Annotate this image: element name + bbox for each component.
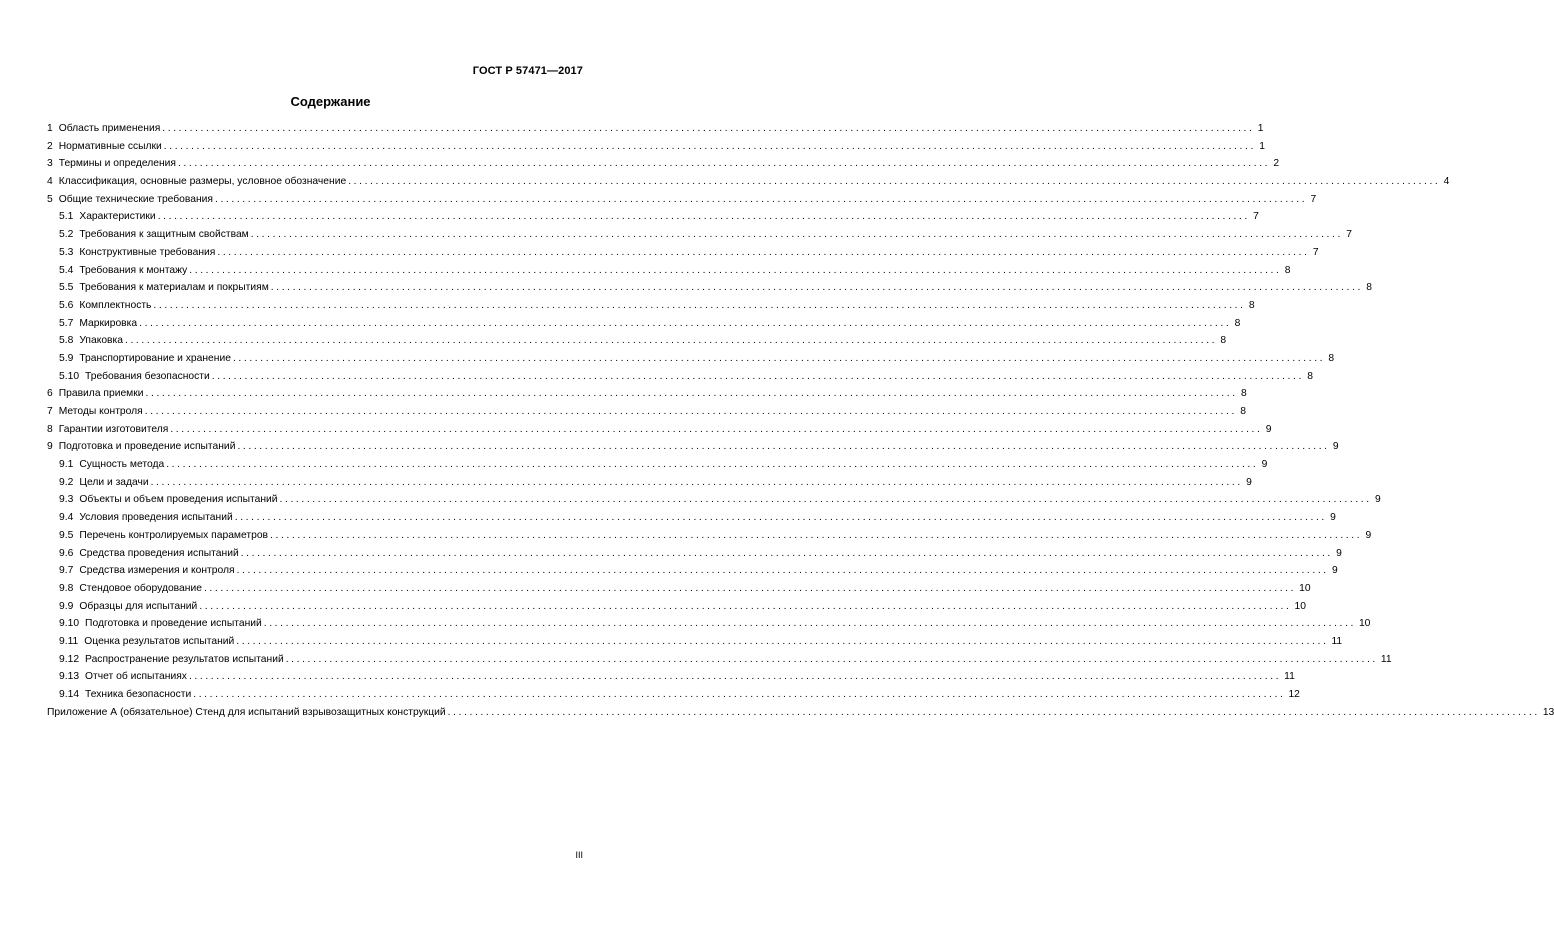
toc-entry-title: Сущность метода <box>79 459 165 471</box>
toc-entry-page: 7 <box>1312 246 1319 258</box>
dot-leader: ........................................................................................................................................................................................................ <box>157 211 1250 223</box>
toc-entry[interactable] <box>47 208 1259 226</box>
toc-entry-title: Методы контроля <box>58 406 143 417</box>
toc-entry-page: 9 <box>1365 529 1372 541</box>
toc-entry-number: 9.14 <box>59 689 80 700</box>
toc-entry-page: 1 <box>1259 140 1265 152</box>
toc-entry[interactable] <box>47 262 1291 280</box>
toc-entry-title: Упаковка <box>79 335 123 347</box>
dot-leader: ........................................................................................................................................................................................................ <box>144 406 1237 417</box>
dot-leader: ........................................................................................................................................................................................................ <box>234 512 1327 524</box>
toc-entry[interactable] <box>47 651 1392 669</box>
toc-entry[interactable] <box>47 545 1342 563</box>
dot-leader: ........................................................................................................................................................................................................ <box>232 352 1326 364</box>
toc-entry-page: 11 <box>1331 635 1343 647</box>
toc-entry-page: 7 <box>1310 193 1317 205</box>
toc-entry-number: 5.7 <box>59 317 74 329</box>
toc-entry[interactable] <box>47 226 1352 244</box>
dot-leader: ........................................................................................................................................................................................................ <box>166 459 1259 471</box>
toc-entry-title: Образцы для испытаний <box>79 600 198 612</box>
toc-entry-number: 3 <box>47 158 53 170</box>
dot-leader: ........................................................................................................................................................................................................ <box>150 476 1243 488</box>
toc-entry-title: Нормативные ссылки <box>58 140 162 152</box>
toc-entry-page: 9 <box>1374 494 1381 506</box>
toc-entry[interactable] <box>47 138 1265 156</box>
toc-entry-number: 9.6 <box>59 547 74 559</box>
toc-entry[interactable] <box>47 527 1372 545</box>
toc-entry-title: Маркировка <box>79 317 138 329</box>
dot-leader: ........................................................................................................................................................................................................ <box>189 264 1282 276</box>
toc-entry[interactable] <box>47 580 1311 598</box>
dot-leader: ........................................................................................................................................................................................................ <box>285 653 1378 665</box>
dot-leader: ........................................................................................................................................................................................................ <box>236 635 1329 647</box>
dot-leader: ........................................................................................................................................................................................................ <box>145 388 1238 400</box>
toc-entry-title: Требования к материалам и покрытиям <box>79 282 269 294</box>
toc-entry-number: 5.4 <box>59 264 74 276</box>
toc-entry-page: 8 <box>1240 388 1247 400</box>
toc-entry-page: 7 <box>1346 229 1352 241</box>
toc-entry-number: 5.1 <box>59 211 74 223</box>
toc-entry[interactable] <box>47 633 1343 651</box>
dot-leader: ........................................................................................................................................................................................................ <box>217 246 1310 258</box>
toc-list <box>47 120 1554 721</box>
toc-entry-number: 7 <box>47 406 53 417</box>
toc-entry-number: 9.4 <box>59 512 74 524</box>
toc-entry-number: 9.1 <box>59 459 74 471</box>
toc-entry-title: Стендовое оборудование <box>79 582 202 594</box>
toc-entry[interactable] <box>47 155 1280 173</box>
toc-entry-page: 10 <box>1358 618 1371 630</box>
toc-entry-number: 9.9 <box>59 600 74 612</box>
toc-entry[interactable] <box>47 120 1264 138</box>
toc-entry[interactable] <box>47 438 1339 456</box>
toc-entry-title: Средства проведения испытаний <box>79 547 239 559</box>
toc-entry-number: 5.8 <box>59 335 74 347</box>
toc-entry[interactable] <box>47 491 1381 509</box>
toc-entry[interactable] <box>47 244 1319 262</box>
toc-entry-title: Транспортирование и хранение <box>79 352 231 364</box>
toc-entry[interactable] <box>47 421 1272 439</box>
toc-entry[interactable] <box>47 562 1338 580</box>
toc-entry-page: 8 <box>1307 370 1313 382</box>
dot-leader: ........................................................................................................................................................................................................ <box>162 123 1255 134</box>
toc-entry-number: 9.13 <box>59 671 80 683</box>
toc-entry-title: Приложение А (обязательное) Стенд для испытаний взрывозащитных конструкций <box>47 706 446 718</box>
dot-leader: ........................................................................................................................................................................................................ <box>124 335 1218 347</box>
dot-leader: ........................................................................................................................................................................................................ <box>163 140 1256 152</box>
toc-entry-number: 9 <box>47 441 53 453</box>
toc-entry-number: 8 <box>47 423 53 435</box>
dot-leader: ........................................................................................................................................................................................................ <box>348 176 1441 188</box>
toc-entry-title: Распространение результатов испытаний <box>85 653 284 665</box>
toc-entry-page: 9 <box>1332 441 1339 453</box>
toc-entry-title: Требования безопасности <box>85 370 210 382</box>
toc-entry-page: 8 <box>1284 264 1291 276</box>
toc-entry-number: 5.9 <box>59 352 74 364</box>
toc-entry-page: 9 <box>1246 476 1252 488</box>
toc-entry-number: 4 <box>47 176 53 188</box>
toc-entry-page: 4 <box>1443 176 1450 188</box>
toc-entry-number: 9.8 <box>59 582 74 594</box>
toc-entry[interactable] <box>47 350 1335 368</box>
toc-entry-title: Общие технические требования <box>58 193 213 205</box>
dot-leader: ........................................................................................................................................................................................................ <box>170 423 1263 435</box>
toc-entry-number: 9.7 <box>59 565 74 577</box>
toc-entry-title: Характеристики <box>79 211 156 223</box>
dot-leader: ........................................................................................................................................................................................................ <box>236 565 1329 577</box>
toc-entry[interactable] <box>47 668 1295 686</box>
toc-entry-page: 13 <box>1542 706 1554 718</box>
toc-entry-page: 1 <box>1257 123 1264 134</box>
toc-entry-number: 9.11 <box>59 635 79 647</box>
toc-entry-page: 8 <box>1366 282 1372 294</box>
toc-entry-title: Условия проведения испытаний <box>79 512 233 524</box>
toc-entry-page: 10 <box>1299 582 1311 594</box>
toc-entry-number: 5.10 <box>59 370 80 382</box>
dot-leader: ........................................................................................................................................................................................................ <box>270 529 1363 541</box>
dot-leader: ........................................................................................................................................................................................................ <box>215 193 1308 205</box>
toc-entry-page: 9 <box>1336 547 1342 559</box>
dot-leader: ........................................................................................................................................................................................................ <box>211 370 1304 382</box>
toc-entry-page: 8 <box>1328 352 1335 364</box>
toc-entry-title: Средства измерения и контроля <box>79 565 235 577</box>
dot-leader: ........................................................................................................................................................................................................ <box>139 317 1232 329</box>
toc-entry-title: Подготовка и проведение испытаний <box>58 441 236 453</box>
toc-entry-title: Отчет об испытаниях <box>85 671 187 683</box>
toc-entry-number: 9.10 <box>59 618 80 630</box>
toc-entry-number: 9.5 <box>59 529 74 541</box>
toc-entry-page: 9 <box>1332 565 1338 577</box>
toc-entry-number: 5.5 <box>59 282 74 294</box>
toc-entry[interactable] <box>47 456 1268 474</box>
toc-entry-page: 9 <box>1330 512 1336 524</box>
toc-entry-page: 8 <box>1240 406 1246 417</box>
toc-entry-number: 9.2 <box>59 476 74 488</box>
toc-entry[interactable] <box>47 598 1306 616</box>
toc-entry-title: Объекты и объем проведения испытаний <box>79 494 278 506</box>
toc-entry[interactable] <box>47 385 1247 403</box>
toc-entry[interactable] <box>47 686 1300 704</box>
dot-leader: ........................................................................................................................................................................................................ <box>240 547 1333 559</box>
dot-leader: ........................................................................................................................................................................................................ <box>237 441 1330 453</box>
dot-leader: ........................................................................................................................................................................................................ <box>199 600 1292 612</box>
toc-entry-title: Классификация, основные размеры, условное обозначение <box>58 176 347 188</box>
toc-entry[interactable] <box>47 297 1255 315</box>
toc-entry-title: Техника безопасности <box>85 689 192 700</box>
toc-entry[interactable] <box>47 615 1371 633</box>
toc-entry-page: 8 <box>1248 299 1255 311</box>
toc-entry[interactable] <box>47 191 1317 209</box>
toc-entry-title: Область применения <box>58 123 161 134</box>
toc-entry-number: 5 <box>47 193 53 205</box>
toc-entry[interactable] <box>47 474 1252 492</box>
toc-entry-title: Конструктивные требования <box>79 246 216 258</box>
toc-entry[interactable] <box>47 332 1227 350</box>
toc-entry[interactable] <box>47 368 1313 386</box>
dot-leader: ........................................................................................................................................................................................................ <box>153 299 1246 311</box>
toc-entry-number: 5.3 <box>59 246 74 258</box>
toc-entry[interactable] <box>47 315 1241 333</box>
toc-entry[interactable] <box>47 704 1554 722</box>
toc-entry-title: Оценка результатов испытаний <box>84 635 235 647</box>
toc-entry-page: 2 <box>1273 158 1280 170</box>
toc-entry-page: 9 <box>1265 423 1272 435</box>
toc-entry-title: Правила приемки <box>58 388 144 400</box>
toc-entry-number: 5.2 <box>59 229 74 241</box>
toc-entry-number: 9.3 <box>59 494 74 506</box>
dot-leader: ........................................................................................................................................................................................................ <box>188 671 1282 683</box>
dot-leader: ........................................................................................................................................................................................................ <box>203 582 1297 594</box>
standard-code: ГОСТ Р 57471—2017 <box>472 65 583 77</box>
toc-entry-title: Гарантии изготовителя <box>58 423 169 435</box>
dot-leader: ........................................................................................................................................................................................................ <box>193 689 1286 700</box>
toc-entry-page: 8 <box>1220 335 1227 347</box>
toc-entry-number: 6 <box>47 388 53 400</box>
toc-entry-number: 2 <box>47 140 53 152</box>
toc-entry-title: Перечень контролируемых параметров <box>79 529 269 541</box>
toc-entry[interactable] <box>47 403 1246 421</box>
toc-entry-number: 9.12 <box>59 653 80 665</box>
dot-leader: ........................................................................................................................................................................................................ <box>270 282 1363 294</box>
dot-leader: ........................................................................................................................................................................................................ <box>177 158 1271 170</box>
toc-entry-title: Подготовка и проведение испытаний <box>85 618 262 630</box>
toc-entry-title: Цели и задачи <box>79 476 149 488</box>
toc-entry-number: 5.6 <box>59 299 74 311</box>
toc-title: Содержание <box>290 94 371 109</box>
toc-entry-page: 8 <box>1234 317 1241 329</box>
toc-entry-page: 11 <box>1380 653 1392 665</box>
toc-entry-title: Требования к защитным свойствам <box>79 229 249 241</box>
toc-entry[interactable] <box>47 509 1336 527</box>
toc-entry[interactable] <box>47 173 1450 191</box>
dot-leader: ........................................................................................................................................................................................................ <box>279 494 1372 506</box>
toc-entry-title: Термины и определения <box>58 158 176 170</box>
dot-leader: ........................................................................................................................................................................................................ <box>263 618 1356 630</box>
toc-entry-title: Требования к монтажу <box>79 264 188 276</box>
toc-entry-page: 12 <box>1288 689 1300 700</box>
toc-entry-page: 7 <box>1253 211 1259 223</box>
toc-entry[interactable] <box>47 279 1372 297</box>
dot-leader: ........................................................................................................................................................................................................ <box>250 229 1343 241</box>
toc-entry-page: 10 <box>1294 600 1306 612</box>
page-number: III <box>575 850 583 860</box>
toc-entry-page: 11 <box>1284 671 1295 683</box>
toc-entry-page: 9 <box>1261 459 1268 471</box>
toc-entry-number: 1 <box>47 123 53 134</box>
dot-leader: ........................................................................................................................................................................................................ <box>447 706 1540 718</box>
toc-entry-title: Комплектность <box>79 299 152 311</box>
